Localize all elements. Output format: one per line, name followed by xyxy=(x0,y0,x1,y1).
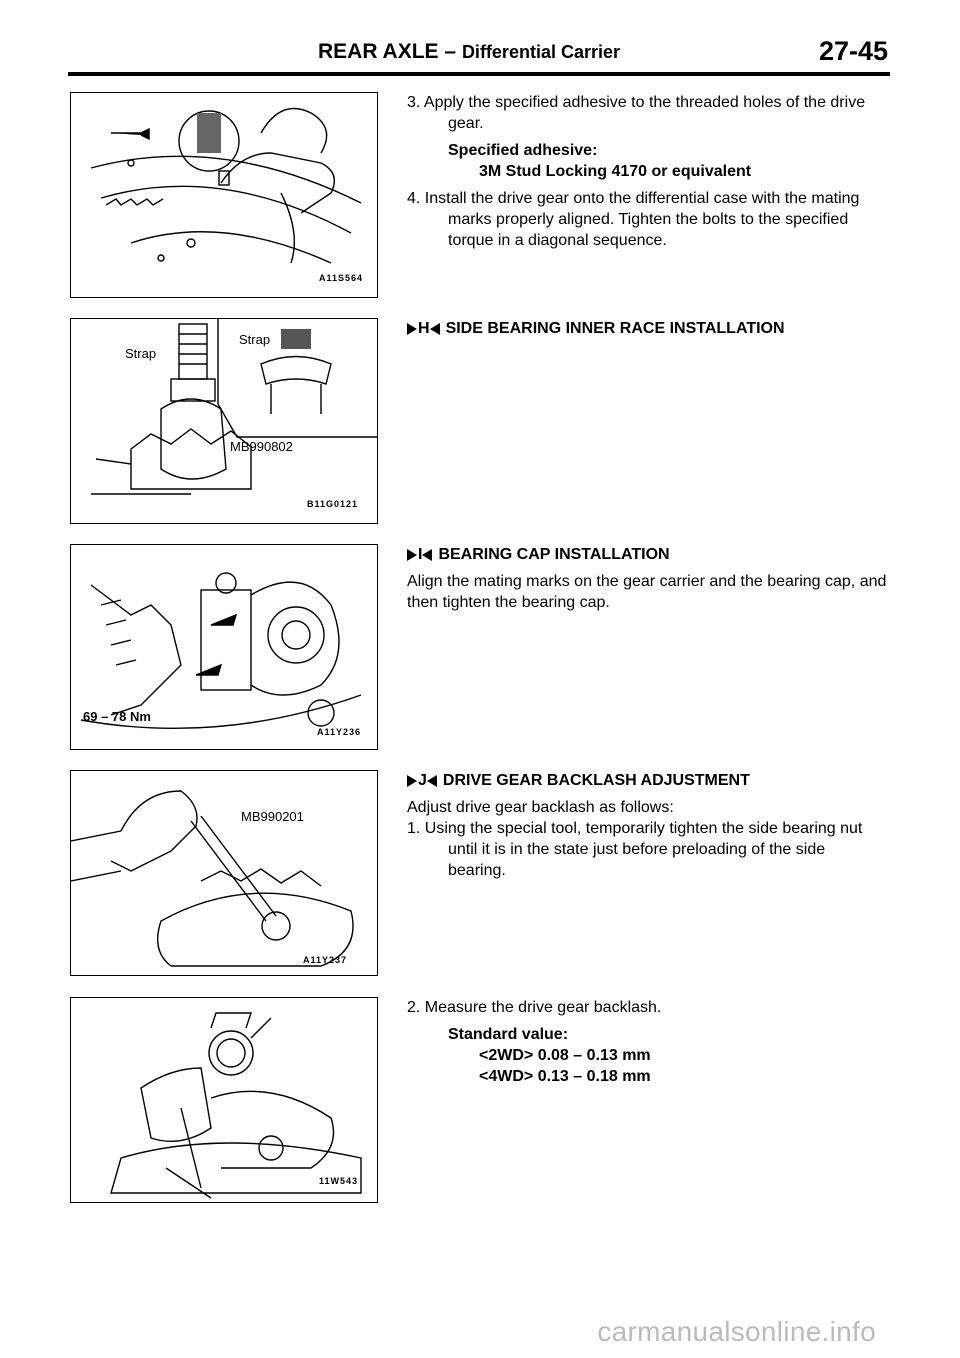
section-heading-bearing-cap xyxy=(407,544,887,565)
marker-left-triangle-icon xyxy=(422,549,432,561)
label-tool-mb990201: MB990201 xyxy=(241,809,304,824)
standard-value-4wd: <4WD> 0.13 – 0.18 mm xyxy=(479,1068,651,1085)
marker-letter: H xyxy=(418,320,430,337)
spec-value: 3M Stud Locking 4170 or equivalent xyxy=(479,163,752,180)
side-bearing-illustration xyxy=(71,319,377,523)
page-title xyxy=(318,40,620,64)
section-subtitle: Differential Carrier xyxy=(461,42,620,62)
text-block-bearing-cap xyxy=(407,544,887,613)
label-strap-right: Strap xyxy=(239,332,271,347)
step-3: 3. Apply the specified adhesive to the threaded holes of the drive gear. xyxy=(407,94,866,132)
figure-code: B11G0121 xyxy=(307,499,359,509)
figure-adhesive-application xyxy=(70,92,378,298)
standard-value-2wd: <2WD> 0.08 – 0.13 mm xyxy=(479,1047,651,1064)
section-heading-side-bearing xyxy=(407,318,887,339)
section-title: REAR AXLE xyxy=(318,40,439,63)
marker-left-triangle-icon xyxy=(430,323,440,335)
step-1: 1. Using the special tool, temporarily tighten the side bearing nut until it is in the state just before preloading of the side bearing. xyxy=(407,820,863,879)
backlash-intro: Adjust drive gear backlash as follows: xyxy=(407,799,674,816)
figure-code: A11S564 xyxy=(318,273,363,283)
figure-bearing-cap xyxy=(70,544,378,750)
heading-text: SIDE BEARING INNER RACE INSTALLATION xyxy=(445,320,785,337)
bearing-cap-body: Align the mating marks on the gear carrier and the bearing cap, and then tighten the bearing cap. xyxy=(407,573,887,611)
text-block-backlash-measure xyxy=(407,997,887,1087)
marker-right-triangle-icon xyxy=(407,775,417,787)
text-block-side-bearing xyxy=(407,318,887,339)
marker-right-triangle-icon xyxy=(407,549,417,561)
heading-text: DRIVE GEAR BACKLASH ADJUSTMENT xyxy=(442,772,750,789)
title-dash: – xyxy=(438,40,462,63)
label-strap-left: Strap xyxy=(125,346,157,361)
text-block-drive-gear xyxy=(407,92,887,251)
figure-backlash-adjust xyxy=(70,770,378,976)
watermark: carmanualsonline.info xyxy=(597,1316,876,1347)
standard-value-label: Standard value: xyxy=(448,1026,569,1043)
text-block-backlash-adjust xyxy=(407,770,887,881)
section-heading-backlash xyxy=(407,770,887,791)
spec-label: Specified adhesive: xyxy=(448,142,598,159)
backlash-measure-illustration xyxy=(71,998,377,1202)
label-tool-mb990802: MB990802 xyxy=(230,439,293,454)
marker-right-triangle-icon xyxy=(407,323,417,335)
page-number: 27-45 xyxy=(818,36,888,66)
step-2: 2. Measure the drive gear backlash. xyxy=(407,999,662,1016)
adhesive-illustration xyxy=(71,93,377,297)
figure-backlash-measure xyxy=(70,997,378,1203)
figure-side-bearing xyxy=(70,318,378,524)
heading-text: BEARING CAP INSTALLATION xyxy=(438,546,670,563)
figure-code: A11Y237 xyxy=(303,955,348,965)
figure-code: 11W543 xyxy=(319,1176,359,1186)
marker-letter: J xyxy=(418,772,427,789)
step-4: 4. Install the drive gear onto the differential case with the mating marks properly aligned. Tighten the bolts to the specified torque in a diagonal sequence. xyxy=(407,190,860,249)
backlash-adjust-illustration xyxy=(71,771,377,975)
figure-code: A11Y236 xyxy=(317,727,362,737)
label-torque: 69 – 78 Nm xyxy=(83,709,151,724)
marker-left-triangle-icon xyxy=(427,775,437,787)
header-rule xyxy=(68,72,890,76)
marker-letter: I xyxy=(418,546,423,563)
